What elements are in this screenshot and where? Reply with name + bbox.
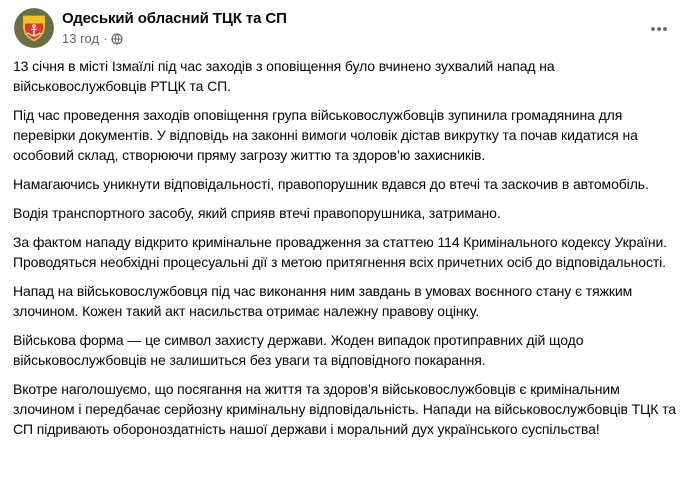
post-header [0,0,691,48]
unit-emblem-icon [14,8,54,48]
post-paragraph: Вкотре наголошуємо, що посягання на життя та здоров’я військовослужбовців є кримінальним злочином і передбачає серйозну кримінальну відповідальність. Напади на військовослужбовців ТЦК та СП підривають обороноздатність нашої держави і моральний дух українського суспільства! [13,381,676,437]
globe-icon [111,33,123,45]
post-paragraph: 13 січня в місті Ізмаїлі під час заходів з оповіщення було вчинено зухвалий напад на військовослужбовців РТЦК та СП. [13,58,555,94]
post-body [0,48,691,439]
post-meta [62,31,287,47]
avatar[interactable] [14,8,54,48]
meta-separator: · [103,31,108,46]
post-paragraph: Військова форма — це символ захисту держави. Жоден випадок протиправних дій щодо військовослужбовців не залишиться без уваги та відповідного покарання. [13,332,584,368]
page-name-link[interactable]: Одеський обласний ТЦК та СП [62,10,287,27]
post-paragraph: Напад на військовослужбовця під час виконання ним завдань в умовах воєнного стану є тяжким злочином. Кожен такий акт насильства отримає належну правову оцінку. [13,283,633,319]
post-paragraph: Намагаючись уникнути відповідальності, правопорушник вдався до втечі та заскочив в автомобіль. [13,176,649,192]
post-paragraph: Водія транспортного засобу, який сприяв втечі правопорушника, затримано. [13,205,501,221]
more-options-button[interactable] [643,17,675,41]
post-timestamp[interactable]: 13 год [62,31,100,46]
post-paragraph: За фактом нападу відкрито кримінальне провадження за статтею 114 Кримінального кодексу України. Проводяться необхідні процесуальні дії з метою притягнення всіх причетних осіб до відповідальності. [13,234,667,270]
ellipsis-icon [649,19,669,39]
header-info [62,8,287,47]
post-paragraph: Під час проведення заходів оповіщення група військовослужбовців зупинила громадянина для перевірки документів. У відповідь на законні вимоги чоловік дістав викрутку та почав кидатися на особовий склад, створюючи пряму загрозу життю та здоров’ю захисників. [13,107,638,163]
